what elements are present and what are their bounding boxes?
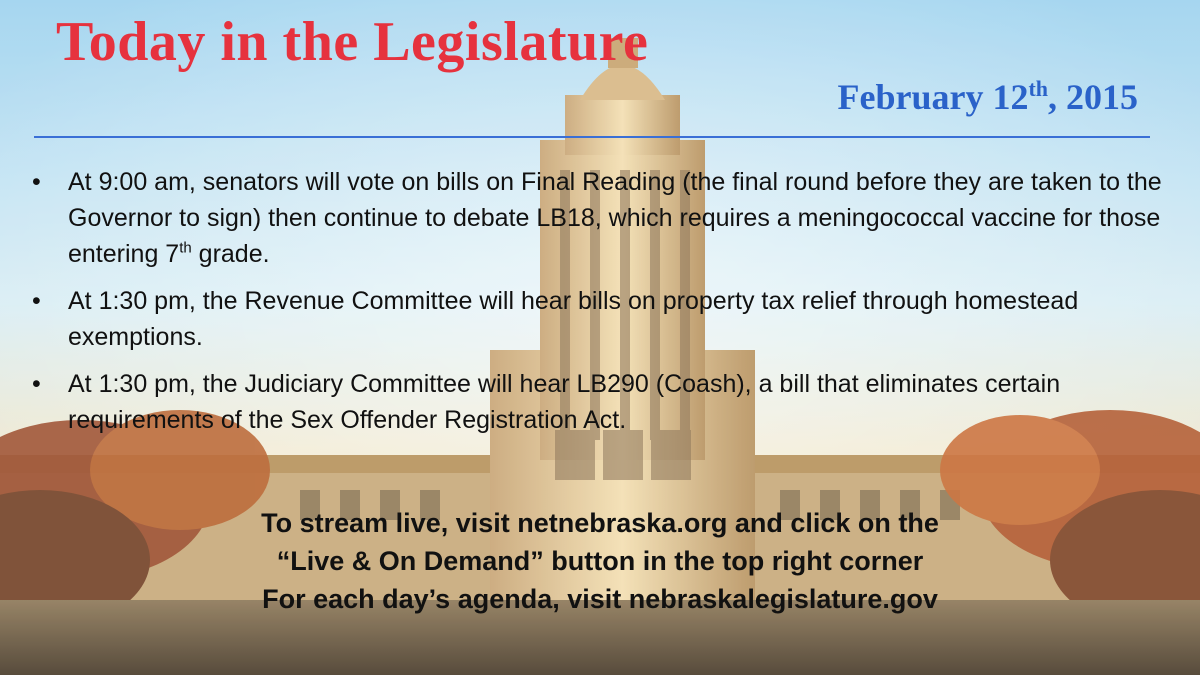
agenda-item-text: At 1:30 pm, the Judiciary Committee will hear LB290 (Coash), a bill that eliminates certain requirements of the Sex Offender Registration Act. [68,370,1061,434]
agenda-item-text-part: grade. [191,240,270,268]
date-month-day: February 12 [837,77,1029,117]
bullet-icon: • [32,287,41,315]
bullet-icon: • [32,370,41,398]
page-title: Today in the Legislature [56,11,649,73]
agenda-item-text: At 1:30 pm, the Revenue Committee will hear bills on property tax relief through homestead exemptions. [68,287,1079,351]
grade-ordinal-suffix: th [179,239,192,257]
agenda-item-final-reading [30,164,1170,272]
date-ordinal-suffix: th [1028,76,1048,101]
agenda-item-revenue-committee [30,283,1170,355]
date-heading [837,76,1138,118]
agenda-item-judiciary-committee [30,366,1170,438]
date-year: , 2015 [1048,77,1138,117]
agenda-list [30,164,1170,449]
bullet-icon: • [32,168,41,196]
footer-notice [0,504,1200,618]
divider-rule [34,136,1150,138]
footer-line-button: “Live & On Demand” button in the top right corner [276,546,924,576]
footer-line-stream: To stream live, visit netnebraska.org and click on the [261,508,939,538]
footer-line-agenda: For each day’s agenda, visit nebraskalegislature.gov [262,584,938,614]
agenda-item-text-part: At 9:00 am, senators will vote on bills on Final Reading (the final round before they are taken to the Governor to sign) then continue to debate LB18, which requires a meningococcal vaccine for those entering 7 [68,168,1162,268]
